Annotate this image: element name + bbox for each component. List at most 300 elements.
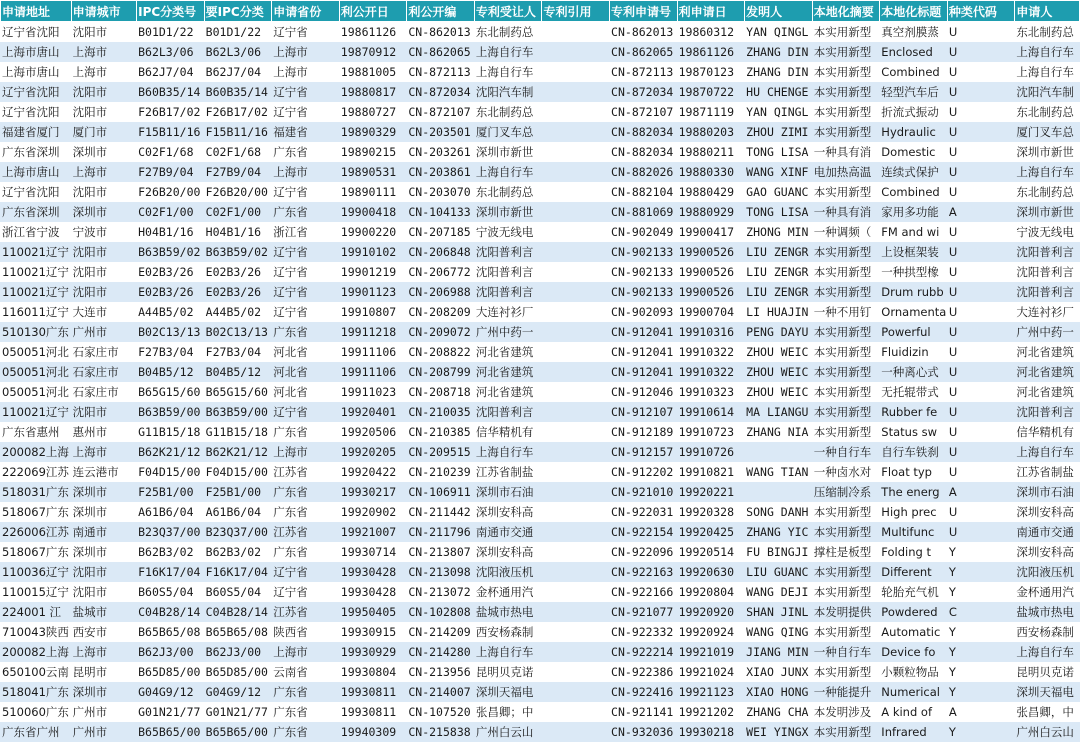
table-cell[interactable]: CN-210385 xyxy=(407,422,475,442)
table-cell[interactable]: B62L3/06 xyxy=(204,42,272,62)
table-cell[interactable]: 上海自行车 xyxy=(1015,162,1080,182)
table-cell[interactable]: YAN QINGL xyxy=(745,102,813,122)
column-header[interactable]: 利公开编 xyxy=(407,1,475,22)
table-cell[interactable]: 西安市 xyxy=(71,622,137,642)
table-cell[interactable]: 19920630 xyxy=(677,562,745,582)
table-cell[interactable]: 江苏省制盐 xyxy=(1015,462,1080,482)
table-cell[interactable]: 深圳市石油 xyxy=(474,482,542,502)
table-cell[interactable]: 沈阳市 xyxy=(71,562,137,582)
column-header[interactable]: 申请地址 xyxy=(1,1,72,22)
table-cell[interactable]: CN-862013 xyxy=(407,22,475,42)
table-cell[interactable]: 厦门叉车总 xyxy=(474,122,542,142)
table-cell[interactable] xyxy=(542,322,610,342)
table-cell[interactable]: 东北制药总 xyxy=(474,22,542,42)
table-cell[interactable]: B62J7/04 xyxy=(204,62,272,82)
table-cell[interactable]: 19930804 xyxy=(339,662,407,682)
table-cell[interactable]: 19900526 xyxy=(677,242,745,262)
table-cell[interactable]: B04B5/12 xyxy=(137,362,205,382)
table-cell[interactable]: 19910322 xyxy=(677,342,745,362)
table-cell[interactable]: 19930714 xyxy=(339,542,407,562)
table-cell[interactable]: 上海市唐山 xyxy=(1,42,72,62)
table-cell[interactable]: 19920514 xyxy=(677,542,745,562)
column-header[interactable]: 申请省份 xyxy=(272,1,340,22)
table-cell[interactable] xyxy=(542,582,610,602)
table-cell[interactable]: Powdered xyxy=(880,602,948,622)
table-cell[interactable]: Y xyxy=(947,682,1015,702)
table-cell[interactable]: 19921123 xyxy=(677,682,745,702)
table-cell[interactable]: CN-902049 xyxy=(610,222,678,242)
table-cell[interactable]: H04B1/16 xyxy=(137,222,205,242)
table-cell[interactable]: 510060广东 xyxy=(1,702,72,722)
table-cell[interactable]: 沈阳普利言 xyxy=(474,242,542,262)
table-cell[interactable]: 19900418 xyxy=(339,202,407,222)
table-cell[interactable]: 本实用新型 xyxy=(812,722,880,742)
table-cell[interactable]: 深圳安科高 xyxy=(474,502,542,522)
table-cell[interactable]: B23Q37/00 xyxy=(204,522,272,542)
table-cell[interactable]: CN-912041 xyxy=(610,322,678,342)
table-cell[interactable]: 金杯通用汽 xyxy=(1015,582,1080,602)
table-cell[interactable]: C xyxy=(947,602,1015,622)
table-cell[interactable]: CN-213956 xyxy=(407,662,475,682)
table-cell[interactable]: G11B15/18 xyxy=(137,422,205,442)
table-cell[interactable]: CN-922096 xyxy=(610,542,678,562)
table-cell[interactable] xyxy=(542,542,610,562)
table-cell[interactable]: Ornamenta xyxy=(880,302,948,322)
table-cell[interactable]: 辽宁省 xyxy=(272,402,340,422)
table-cell[interactable] xyxy=(542,562,610,582)
table-cell[interactable]: 19920422 xyxy=(339,462,407,482)
table-cell[interactable]: Status sw xyxy=(880,422,948,442)
table-cell[interactable] xyxy=(542,122,610,142)
table-cell[interactable]: 一种具有消 xyxy=(812,142,880,162)
table-cell[interactable]: 一种调频（ xyxy=(812,222,880,242)
column-header[interactable]: 申请人 xyxy=(1015,1,1080,22)
table-cell[interactable]: B63B59/00 xyxy=(204,402,272,422)
table-cell[interactable]: XIAO JUNX xyxy=(745,662,813,682)
table-cell[interactable]: Y xyxy=(947,622,1015,642)
table-cell[interactable]: CN-208822 xyxy=(407,342,475,362)
table-cell[interactable]: 本实用新型 xyxy=(812,242,880,262)
table-cell[interactable] xyxy=(542,482,610,502)
table-cell[interactable]: 张昌卿；中 xyxy=(474,702,542,722)
table-cell[interactable]: 110021辽宁 xyxy=(1,242,72,262)
table-cell[interactable]: 19920221 xyxy=(677,482,745,502)
table-cell[interactable]: 河北省 xyxy=(272,382,340,402)
table-cell[interactable]: 深圳天福电 xyxy=(474,682,542,702)
table-cell[interactable]: 19940309 xyxy=(339,722,407,742)
table-cell[interactable]: 辽宁省 xyxy=(272,302,340,322)
table-cell[interactable]: CN-912041 xyxy=(610,342,678,362)
table-cell[interactable]: WANG XINF xyxy=(745,162,813,182)
table-cell[interactable]: CN-210035 xyxy=(407,402,475,422)
table-cell[interactable]: 辽宁省 xyxy=(272,582,340,602)
table-cell[interactable]: CN-882034 xyxy=(610,122,678,142)
table-cell[interactable]: 辽宁省 xyxy=(272,242,340,262)
table-cell[interactable]: 上海自行车 xyxy=(1015,642,1080,662)
table-cell[interactable]: 116011辽宁 xyxy=(1,302,72,322)
table-cell[interactable]: 19930929 xyxy=(339,642,407,662)
table-cell[interactable]: 19900417 xyxy=(677,222,745,242)
table-cell[interactable]: B65G15/60 xyxy=(204,382,272,402)
table-cell[interactable]: B04B5/12 xyxy=(204,362,272,382)
column-header[interactable]: 发明人 xyxy=(745,1,813,22)
table-cell[interactable]: CN-209072 xyxy=(407,322,475,342)
table-cell[interactable]: Float typ xyxy=(880,462,948,482)
table-cell[interactable]: 上设框架装 xyxy=(880,242,948,262)
table-cell[interactable]: 沈阳市 xyxy=(71,402,137,422)
table-cell[interactable]: 广州市 xyxy=(71,702,137,722)
table-cell[interactable]: C02F1/00 xyxy=(204,202,272,222)
table-cell[interactable]: 一种能提升 xyxy=(812,682,880,702)
table-cell[interactable]: 家用多功能 xyxy=(880,202,948,222)
table-cell[interactable]: 19930217 xyxy=(339,482,407,502)
table-cell[interactable]: 本实用新型 xyxy=(812,262,880,282)
table-cell[interactable]: F15B11/16 xyxy=(137,122,205,142)
table-cell[interactable]: Y xyxy=(947,562,1015,582)
table-cell[interactable]: 19910726 xyxy=(677,442,745,462)
table-cell[interactable]: 东北制药总 xyxy=(1015,102,1080,122)
table-cell[interactable]: 石家庄市 xyxy=(71,382,137,402)
table-cell[interactable]: 19870123 xyxy=(677,62,745,82)
table-cell[interactable]: 上海自行车 xyxy=(474,442,542,462)
table-cell[interactable]: 张昌卿，中 xyxy=(1015,702,1080,722)
table-cell[interactable]: 19871119 xyxy=(677,102,745,122)
table-cell[interactable]: JIANG MIN xyxy=(745,642,813,662)
table-cell[interactable]: F27B3/04 xyxy=(204,342,272,362)
table-cell[interactable]: HU CHENGE xyxy=(745,82,813,102)
column-header[interactable]: 专利申请号 xyxy=(610,1,678,22)
table-cell[interactable]: CN-872034 xyxy=(610,82,678,102)
table-cell[interactable]: Combined xyxy=(880,182,948,202)
table-cell[interactable] xyxy=(542,62,610,82)
table-cell[interactable]: E02B3/26 xyxy=(137,282,205,302)
table-cell[interactable]: 深圳市新世 xyxy=(1015,142,1080,162)
table-cell[interactable]: 沈阳市 xyxy=(71,22,137,42)
table-cell[interactable]: 沈阳普利言 xyxy=(474,402,542,422)
table-cell[interactable]: 上海市 xyxy=(272,62,340,82)
table-cell[interactable]: 19910723 xyxy=(677,422,745,442)
table-cell[interactable]: 沈阳市 xyxy=(71,102,137,122)
table-cell[interactable]: 19890329 xyxy=(339,122,407,142)
table-cell[interactable]: 19930428 xyxy=(339,562,407,582)
table-cell[interactable]: ZHOU WEIC xyxy=(745,362,813,382)
table-cell[interactable]: TONG LISA xyxy=(745,142,813,162)
table-cell[interactable]: B65D85/00 xyxy=(137,662,205,682)
table-cell[interactable]: CN-922166 xyxy=(610,582,678,602)
table-cell[interactable]: CN-208718 xyxy=(407,382,475,402)
table-cell[interactable]: 沈阳市 xyxy=(71,242,137,262)
table-cell[interactable]: Numerical xyxy=(880,682,948,702)
table-cell[interactable]: CN-203261 xyxy=(407,142,475,162)
table-cell[interactable]: 19880429 xyxy=(677,182,745,202)
table-cell[interactable]: 19911218 xyxy=(339,322,407,342)
table-cell[interactable]: U xyxy=(947,222,1015,242)
table-cell[interactable]: 上海自行车 xyxy=(474,62,542,82)
table-cell[interactable]: 广东省 xyxy=(272,142,340,162)
table-cell[interactable]: 广东省 xyxy=(272,422,340,442)
table-cell[interactable]: U xyxy=(947,502,1015,522)
table-cell[interactable]: 河北省 xyxy=(272,342,340,362)
table-cell[interactable]: 本实用新型 xyxy=(812,622,880,642)
table-cell[interactable] xyxy=(542,662,610,682)
table-cell[interactable]: LI HUAJIN xyxy=(745,302,813,322)
table-cell[interactable]: 19890531 xyxy=(339,162,407,182)
table-cell[interactable]: 辽宁省沈阳 xyxy=(1,22,72,42)
table-cell[interactable]: U xyxy=(947,142,1015,162)
table-cell[interactable]: B60B35/14 xyxy=(137,82,205,102)
table-cell[interactable]: 深圳市 xyxy=(71,502,137,522)
table-cell[interactable] xyxy=(542,382,610,402)
table-cell[interactable]: 昆明市 xyxy=(71,662,137,682)
table-cell[interactable]: 19880929 xyxy=(677,202,745,222)
table-cell[interactable]: 深圳市新世 xyxy=(1015,202,1080,222)
table-cell[interactable]: 19950405 xyxy=(339,602,407,622)
table-cell[interactable]: 19920902 xyxy=(339,502,407,522)
table-cell[interactable]: 19920920 xyxy=(677,602,745,622)
table-cell[interactable]: U xyxy=(947,102,1015,122)
table-cell[interactable]: 19900220 xyxy=(339,222,407,242)
table-cell[interactable]: CN-912202 xyxy=(610,462,678,482)
table-cell[interactable]: 本发明提供 xyxy=(812,602,880,622)
table-cell[interactable]: 19900526 xyxy=(677,282,745,302)
table-cell[interactable]: Domestic xyxy=(880,142,948,162)
table-cell[interactable] xyxy=(542,362,610,382)
table-cell[interactable]: 一种不用钉 xyxy=(812,302,880,322)
table-cell[interactable]: 广东省 xyxy=(272,722,340,742)
table-cell[interactable]: 19921024 xyxy=(677,662,745,682)
table-cell[interactable]: 压缩制冷系 xyxy=(812,482,880,502)
table-cell[interactable]: Powerful xyxy=(880,322,948,342)
table-cell[interactable]: U xyxy=(947,422,1015,442)
table-cell[interactable]: 盐城市 xyxy=(71,602,137,622)
table-cell[interactable]: 一种自行车 xyxy=(812,442,880,462)
table-cell[interactable]: CN-922163 xyxy=(610,562,678,582)
table-cell[interactable]: SONG DANH xyxy=(745,502,813,522)
table-cell[interactable]: 连续式保护 xyxy=(880,162,948,182)
table-cell[interactable]: 深圳市新世 xyxy=(474,202,542,222)
table-cell[interactable]: 厦门叉车总 xyxy=(1015,122,1080,142)
table-cell[interactable]: ZHANG YIC xyxy=(745,522,813,542)
table-cell[interactable]: 本实用新型 xyxy=(812,182,880,202)
table-cell[interactable]: B65B65/00 xyxy=(204,722,272,742)
table-cell[interactable]: 19921007 xyxy=(339,522,407,542)
table-cell[interactable]: B60B35/14 xyxy=(204,82,272,102)
table-cell[interactable]: 广东省 xyxy=(272,702,340,722)
table-cell[interactable]: LIU GUANC xyxy=(745,562,813,582)
table-cell[interactable]: 河北省建筑 xyxy=(1015,362,1080,382)
table-cell[interactable]: 辽宁省 xyxy=(272,22,340,42)
table-cell[interactable]: CN-882034 xyxy=(610,142,678,162)
table-cell[interactable]: 本实用新型 xyxy=(812,42,880,62)
table-cell[interactable]: CN-921141 xyxy=(610,702,678,722)
table-cell[interactable]: The energ xyxy=(880,482,948,502)
table-cell[interactable]: ZHONG MIN xyxy=(745,222,813,242)
table-cell[interactable]: A xyxy=(947,202,1015,222)
table-cell[interactable]: 本实用新型 xyxy=(812,102,880,122)
table-cell[interactable]: C02F1/68 xyxy=(204,142,272,162)
table-cell[interactable]: 上海市 xyxy=(71,442,137,462)
table-cell[interactable]: 沈阳普利言 xyxy=(1015,242,1080,262)
table-cell[interactable]: B60S5/04 xyxy=(137,582,205,602)
table-cell[interactable]: 19920205 xyxy=(339,442,407,462)
table-cell[interactable]: B02C13/13 xyxy=(204,322,272,342)
table-cell[interactable]: CN-902093 xyxy=(610,302,678,322)
column-header[interactable]: 要IPC分类 xyxy=(204,1,272,22)
table-cell[interactable]: CN-862065 xyxy=(407,42,475,62)
table-cell[interactable]: WANG TIAN xyxy=(745,462,813,482)
table-cell[interactable]: F26B17/02 xyxy=(204,102,272,122)
table-cell[interactable]: 上海市 xyxy=(272,42,340,62)
table-cell[interactable]: F04D15/00 xyxy=(204,462,272,482)
table-cell[interactable]: U xyxy=(947,322,1015,342)
table-cell[interactable]: 上海市 xyxy=(71,642,137,662)
table-cell[interactable]: ZHOU ZIMI xyxy=(745,122,813,142)
table-cell[interactable]: 宁波市 xyxy=(71,222,137,242)
table-cell[interactable] xyxy=(542,462,610,482)
table-cell[interactable]: CN-214209 xyxy=(407,622,475,642)
table-cell[interactable]: 本实用新型 xyxy=(812,502,880,522)
table-cell[interactable]: FU BINGJI xyxy=(745,542,813,562)
table-cell[interactable]: 东北制药总 xyxy=(474,102,542,122)
table-cell[interactable]: Y xyxy=(947,582,1015,602)
table-cell[interactable]: 110021辽宁 xyxy=(1,282,72,302)
table-cell[interactable]: U xyxy=(947,282,1015,302)
column-header[interactable]: IPC分类号 xyxy=(137,1,205,22)
table-cell[interactable]: 撑柱是板型 xyxy=(812,542,880,562)
table-cell[interactable]: 西安杨森制 xyxy=(1015,622,1080,642)
table-cell[interactable]: CN-208209 xyxy=(407,302,475,322)
table-cell[interactable]: 19880211 xyxy=(677,142,745,162)
table-cell[interactable]: 广东省 xyxy=(272,322,340,342)
table-cell[interactable]: F04D15/00 xyxy=(137,462,205,482)
table-cell[interactable]: 无托辊带式 xyxy=(880,382,948,402)
table-cell[interactable]: 广州市 xyxy=(71,722,137,742)
table-cell[interactable]: CN-912157 xyxy=(610,442,678,462)
table-cell[interactable]: B62J3/00 xyxy=(137,642,205,662)
table-cell[interactable]: 19880727 xyxy=(339,102,407,122)
table-cell[interactable]: CN-922031 xyxy=(610,502,678,522)
table-cell[interactable]: 本实用新型 xyxy=(812,422,880,442)
table-cell[interactable]: 110021辽宁 xyxy=(1,402,72,422)
table-cell[interactable]: B65B65/00 xyxy=(137,722,205,742)
table-cell[interactable]: B62J7/04 xyxy=(137,62,205,82)
table-cell[interactable]: 上海自行车 xyxy=(1015,62,1080,82)
table-cell[interactable]: 19920401 xyxy=(339,402,407,422)
table-cell[interactable]: 沈阳普利言 xyxy=(474,282,542,302)
table-cell[interactable]: U xyxy=(947,362,1015,382)
table-cell[interactable]: LIU ZENGR xyxy=(745,262,813,282)
table-cell[interactable]: CN-203861 xyxy=(407,162,475,182)
table-cell[interactable]: 222069江苏 xyxy=(1,462,72,482)
table-cell[interactable]: B62B3/02 xyxy=(204,542,272,562)
table-cell[interactable]: 本实用新型 xyxy=(812,82,880,102)
table-cell[interactable]: B62K21/12 xyxy=(204,442,272,462)
table-cell[interactable]: 上海市 xyxy=(272,442,340,462)
table-cell[interactable]: CN-102808 xyxy=(407,602,475,622)
table-cell[interactable]: U xyxy=(947,122,1015,142)
table-cell[interactable]: 惠州市 xyxy=(71,422,137,442)
table-cell[interactable]: ZHANG DIN xyxy=(745,62,813,82)
table-cell[interactable]: 宁波无线电 xyxy=(1015,222,1080,242)
table-cell[interactable]: 19911106 xyxy=(339,342,407,362)
table-cell[interactable]: 沈阳普利言 xyxy=(474,262,542,282)
table-cell[interactable]: F25B1/00 xyxy=(204,482,272,502)
table-cell[interactable]: C02F1/00 xyxy=(137,202,205,222)
table-cell[interactable]: 上海自行车 xyxy=(474,642,542,662)
table-cell[interactable]: F26B20/00 xyxy=(204,182,272,202)
table-cell[interactable]: FM and wi xyxy=(880,222,948,242)
table-cell[interactable]: YAN QINGL xyxy=(745,22,813,42)
table-cell[interactable]: U xyxy=(947,242,1015,262)
table-cell[interactable]: CN-912107 xyxy=(610,402,678,422)
table-cell[interactable]: E02B3/26 xyxy=(204,282,272,302)
table-cell[interactable]: 河北省建筑 xyxy=(474,342,542,362)
table-cell[interactable]: 110036辽宁 xyxy=(1,562,72,582)
table-cell[interactable]: 广州中药一 xyxy=(1015,322,1080,342)
table-cell[interactable]: PENG DAYU xyxy=(745,322,813,342)
table-cell[interactable]: CN-922214 xyxy=(610,642,678,662)
table-cell[interactable] xyxy=(542,202,610,222)
table-cell[interactable]: 本实用新型 xyxy=(812,562,880,582)
table-cell[interactable]: 深圳市 xyxy=(71,482,137,502)
table-cell[interactable]: F27B9/04 xyxy=(204,162,272,182)
table-cell[interactable]: 19860312 xyxy=(677,22,745,42)
table-cell[interactable]: 226006江苏 xyxy=(1,522,72,542)
table-cell[interactable]: 19880330 xyxy=(677,162,745,182)
table-cell[interactable]: CN-210239 xyxy=(407,462,475,482)
column-header[interactable]: 利申请日 xyxy=(677,1,745,22)
table-cell[interactable]: CN-107520 xyxy=(407,702,475,722)
table-cell[interactable]: CN-902133 xyxy=(610,262,678,282)
table-cell[interactable]: 050051河北 xyxy=(1,342,72,362)
table-cell[interactable]: C04B28/14 xyxy=(204,602,272,622)
table-cell[interactable]: 深圳安科高 xyxy=(1015,542,1080,562)
table-cell[interactable]: CN-213072 xyxy=(407,582,475,602)
table-cell[interactable]: 19930915 xyxy=(339,622,407,642)
table-cell[interactable]: U xyxy=(947,302,1015,322)
table-cell[interactable]: 一种自行车 xyxy=(812,642,880,662)
table-cell[interactable]: 信华精机有 xyxy=(1015,422,1080,442)
table-cell[interactable]: CN-912041 xyxy=(610,362,678,382)
table-cell[interactable] xyxy=(542,242,610,262)
table-cell[interactable] xyxy=(542,642,610,662)
table-cell[interactable]: 石家庄市 xyxy=(71,342,137,362)
table-cell[interactable]: 真空剂膜蒸 xyxy=(880,22,948,42)
table-cell[interactable]: 深圳市 xyxy=(71,202,137,222)
table-cell[interactable]: 518041广东 xyxy=(1,682,72,702)
table-cell[interactable]: CN-912046 xyxy=(610,382,678,402)
table-cell[interactable]: 广东省 xyxy=(272,502,340,522)
table-cell[interactable]: 上海市唐山 xyxy=(1,62,72,82)
table-cell[interactable]: 深圳天福电 xyxy=(1015,682,1080,702)
table-cell[interactable]: Multifunc xyxy=(880,522,948,542)
table-cell[interactable]: 广东省惠州 xyxy=(1,422,72,442)
table-cell[interactable]: G04G9/12 xyxy=(204,682,272,702)
table-cell[interactable]: 本实用新型 xyxy=(812,402,880,422)
table-cell[interactable]: 19880817 xyxy=(339,82,407,102)
table-cell[interactable]: B65B65/08 xyxy=(137,622,205,642)
table-cell[interactable]: CN-214007 xyxy=(407,682,475,702)
table-cell[interactable]: B65G15/60 xyxy=(137,382,205,402)
table-cell[interactable]: E02B3/26 xyxy=(204,262,272,282)
table-cell[interactable]: B01D1/22 xyxy=(137,22,205,42)
table-cell[interactable]: 南通市 xyxy=(71,522,137,542)
table-cell[interactable]: 深圳市 xyxy=(71,542,137,562)
table-cell[interactable]: 110015辽宁 xyxy=(1,582,72,602)
table-cell[interactable]: 信华精机有 xyxy=(474,422,542,442)
table-cell[interactable] xyxy=(542,182,610,202)
table-cell[interactable]: G01N21/77 xyxy=(204,702,272,722)
